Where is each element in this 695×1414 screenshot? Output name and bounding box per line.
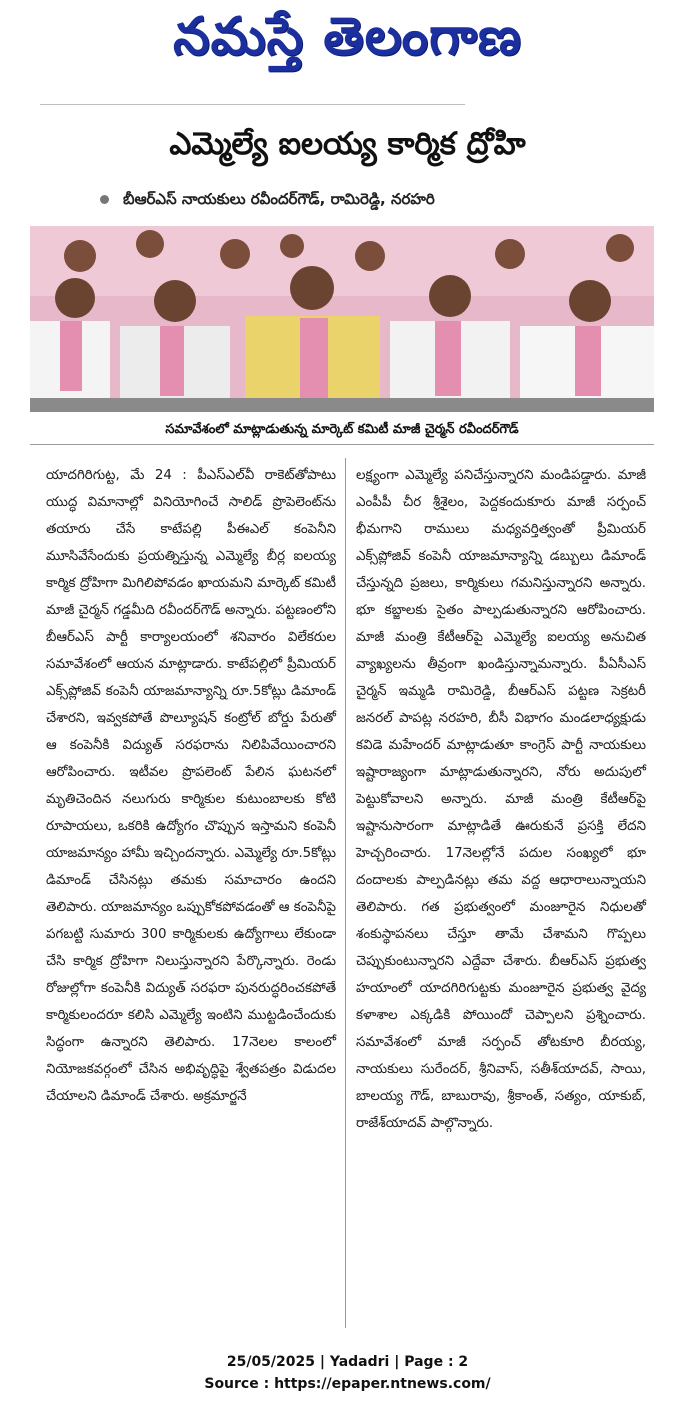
footer-edition-info: 25/05/2025 | Yadadri | Page : 2 bbox=[226, 1354, 469, 1370]
masthead-divider bbox=[40, 104, 465, 105]
article-subhead bbox=[100, 190, 435, 212]
column-right-text: లక్ష్యంగా ఎమ్మెల్యే పనిచేస్తున్నారని మండిపడ్డారు. మాజీ ఎంపీపీ చీర శ్రీశైలం, పెద్దకందుకూరు మాజీ సర్పంచ్ భీమగాని రాములు మధ్యవర్తిత్వంతో ప్రీమియర్ ఎక్స్‌ప్లోజివ్ కంపెనీ యాజమాన్యాన్ని డబ్బులు డిమాండ్ చేస్తున్నది ప్రజలు, కార్మికులు గమనిస్తున్నారని అన్నారు. భూ కబ్జాలకు సైతం పాల్పడుతున్నారని ఆరోపించారు. మాజీ మంత్రి కేటీఆర్‌పై ఎమ్మెల్యే ఐలయ్య అనుచిత వ్యాఖ్యలను తీవ్రంగా ఖండిస్తున్నామన్నారు. పీఏసీఎస్ చైర్మన్ ఇమ్మడి రామిరెడ్డి, బీఆర్ఎస్ పట్టణ సెక్రటరీ జనరల్ పాపట్ల నరహరి, బీసీ విభాగం మండలాధ్యక్షుడు కవిడె మహేందర్ మాట్లాడుతూ కాంగ్రెస్ పార్టీ నాయకులు ఇష్టారాజ్యంగా మాట్లాడుతున్నారని, నోరు అదుపులో పెట్టుకోవాలని అన్నారు. మాజీ మంత్రి కేటీఆర్‌పై ఇష్టానుసారంగా మాట్లాడితే ఊరుకునే ప్రసక్తి లేదని హెచ్చరించారు. 17నెలల్లోనే పదుల సంఖ్యలో భూ దందాలకు పాల్పడినట్లు తమ వద్ద ఆధారాలున్నాయని తెలిపారు. గత ప్రభుత్వంలో మంజూరైన నిధులతో శంకుస్థాపనలు చేస్తూ తామే చేశామని గొప్పలు చెప్పుకుంటున్నారని ఎద్దేవా చేశారు. బీఆర్ఎస్ ప్రభుత్వ హయాంలో యాదగిరిగుట్టకు మంజూరైన ప్రభుత్వ వైద్య కళాశాల ఎక్కడికి పోయిందో చెప్పాలని ప్రశ్నించారు. సమావేశంలో మాజీ సర్పంచ్ తోటకూరి బీరయ్య, నాయకులు సురేందర్, శ్రీనివాస్, సతీశ్‌యాదవ్, సాయి, బాలయ్య గౌడ్, బాబురావు, శ్రీకాంత్, సత్యం, యాకుబ్, రాజేశ్‌యాదవ్ పాల్గొన్నారు. bbox=[356, 468, 646, 1131]
column-left-text: యాదగిరిగుట్ట, మే 24 : పీఎస్ఎల్‌వీ రాకెట్‌తోపాటు యుద్ధ విమానాల్లో వినియోగించే సాలిడ్ ప్రొపెలెంట్‌ను తయారు చేసే కాటేపల్లి పీఈఎల్ కంపెనీని మూసివేసేందుకు ప్రయత్నిస్తున్న ఎమ్మెల్యే బీర్ల ఐలయ్య కార్మిక ద్రోహిగా మిగిలిపోవడం ఖాయమని మార్కెట్ కమిటీ మాజీ చైర్మన్ గడ్డమీది రవీందర్‌గౌడ్ అన్నారు. పట్టణంలోని బీఆర్ఎస్ పార్టీ కార్యాలయంలో శనివారం విలేకరుల సమావేశంలో ఆయన మాట్లాడారు. కాటేపల్లిలో ప్రీమియర్ ఎక్స్‌ప్లోజివ్ కంపెనీ యాజమాన్యాన్ని రూ.5కోట్లు డిమాండ్ చేశారని, ఇవ్వకపోతే పొల్యూషన్ కంట్రోల్ బోర్డు పేరుతో ఆ కంపెనీకి విద్యుత్ సరఫరాను నిలిపివేయించారని ఆరోపించారు. ఇటీవల ప్రొపలెంట్ పేలిన ఘటనలో మృతిచెందిన నలుగురు కార్మికుల కుటుంబాలకు కోటి రూపాయలు, ఒకరికి ఉద్యోగం చొప్పున ఇస్తామని కంపెనీ యాజమాన్యం హామీ ఇచ్చిందన్నారు. ఎమ్మెల్యే రూ.5కోట్లు డిమాండ్ చేసినట్లు తమకు సమాచారం ఉందని తెలిపారు. యాజమాన్యం ఒప్పుకోకపోవడంతో ఆ కంపెనీపై పగబట్టి సుమారు 300 కార్మికులకు ఉద్యోగాలు లేకుండా చేసి కార్మిక ద్రోహిగా నిలుస్తున్నారని పేర్కొన్నారు. రెండు రోజుల్లోగా కంపెనీకి విద్యుత్ సరఫరా పునరుద్ధరించకపోతే కార్మికులందరూ కలిసి ఎమ్మెల్యే ఇంటిని ముట్టడించేందుకు సిద్ధంగా ఉన్నారని తెలిపారు. 17నెలల కాలంలో నియోజకవర్గంలో చేసిన అభివృద్ధిపై శ్వేతపత్రం విడుదల చేయాలని డిమాండ్ చేశారు. అక్రమార్జనే bbox=[46, 468, 336, 1104]
article-column-left bbox=[46, 462, 336, 1110]
newspaper-logo: నమస్తే తెలంగాణ bbox=[173, 6, 522, 67]
footer-source: Source : https://epaper.ntnews.com/ bbox=[204, 1376, 491, 1392]
article-column-right bbox=[356, 462, 646, 1137]
photo-caption: సమావేశంలో మాట్లాడుతున్న మార్కెట్ కమిటీ మాజీ చైర్మన్ రవీందర్‌గౌడ్ bbox=[30, 418, 654, 445]
group-photo-illustration bbox=[30, 226, 654, 412]
article-photo bbox=[30, 226, 654, 412]
article-headline: ఎమ్మెల్యే ఐలయ్య కార్మిక ద్రోహి bbox=[169, 126, 526, 162]
column-divider bbox=[345, 458, 346, 1328]
bullet-icon bbox=[100, 195, 109, 204]
masthead bbox=[0, 0, 695, 82]
subhead-text: బీఆర్ఎస్ నాయకులు రవీందర్‌గౌడ్, రామిరెడ్డి, నరహరి bbox=[123, 190, 435, 208]
